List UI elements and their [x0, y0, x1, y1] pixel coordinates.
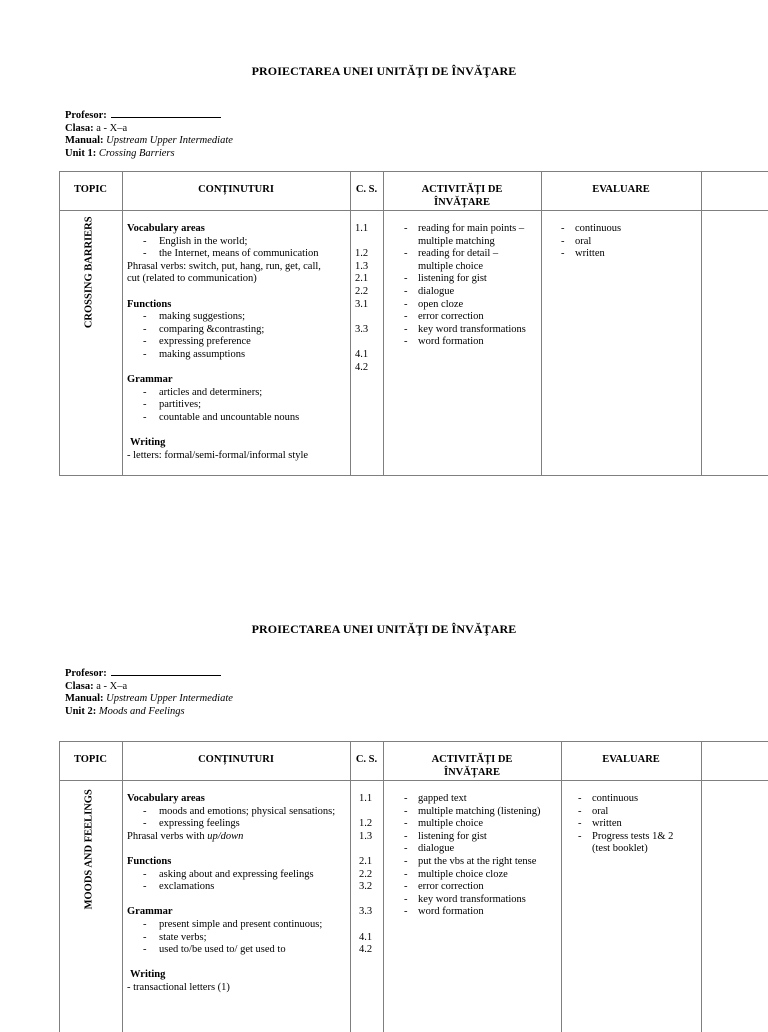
- list-item: - articles and determiners;: [127, 387, 349, 400]
- cs-value: [359, 806, 381, 819]
- header-evaluare: EVALUARE: [592, 184, 650, 195]
- cs-value: 3.2: [359, 881, 373, 893]
- content-cell: [127, 223, 349, 462]
- grammar-heading: Grammar: [127, 374, 173, 386]
- cs-value: [355, 336, 381, 349]
- activity-item: - key word transformations: [401, 894, 561, 907]
- header-cs: C. S.: [355, 754, 378, 765]
- header-activitati: [383, 754, 561, 779]
- vocab-heading: Vocabulary areas: [127, 793, 205, 804]
- page-title: PROIECTAREA UNEI UNITĂŢI DE ÎNVĂŢARE: [251, 64, 517, 78]
- header-activitati-line1: ACTIVITĂȚI DE: [421, 184, 503, 195]
- activity-item: - dialogue: [401, 843, 561, 856]
- unit-metadata: [65, 666, 233, 718]
- profesor-blank-line: [111, 666, 221, 676]
- grammar-heading: Grammar: [127, 906, 173, 918]
- list-item: - used to/be used to/ get used to: [127, 944, 349, 957]
- cs-value: 4.2: [355, 361, 369, 373]
- activity-item: - listening for gist: [401, 831, 561, 844]
- activities-cell: [401, 793, 561, 919]
- unit-metadata: [65, 108, 233, 160]
- cs-value: 2.1: [355, 273, 369, 285]
- activity-item: - put the vbs at the right tense: [401, 856, 561, 869]
- phrasal-verbs-line: [127, 831, 349, 844]
- unit-value: Crossing Barriers: [98, 147, 175, 159]
- topic-label: CROSSING BARRIERS: [83, 216, 95, 329]
- activity-item: - error correction: [401, 881, 561, 894]
- content-cell: [127, 793, 349, 995]
- profesor-label: Profesor:: [65, 110, 107, 121]
- evaluation-item: - written: [575, 818, 700, 831]
- cs-value: 1.2: [355, 248, 369, 260]
- cs-value: 4.1: [355, 348, 369, 360]
- cs-value: [359, 843, 381, 856]
- phrasal-verbs-prefix: Phrasal verbs with: [127, 830, 208, 842]
- activity-item: - multiple matching (listening): [401, 806, 561, 819]
- list-item: - partitives;: [127, 399, 349, 412]
- cs-value: 1.1: [355, 223, 369, 234]
- list-item: - expressing feelings: [127, 818, 349, 831]
- header-activitati: [383, 184, 541, 209]
- list-item: - asking about and expressing feelings: [127, 869, 349, 882]
- header-activitati-line2: ÎNVĂȚARE: [433, 196, 490, 208]
- cs-value: 1.2: [359, 818, 373, 830]
- writing-text: - letters: formal/semi-formal/informal style: [127, 449, 309, 461]
- writing-text: - transactional letters (1): [127, 981, 230, 993]
- evaluation-cell: [575, 793, 700, 856]
- manual-label: Manual:: [65, 693, 104, 705]
- header-activitati-line1: ACTIVITĂȚI DE: [431, 754, 513, 765]
- cs-value: 4.1: [359, 931, 373, 943]
- list-item: - exclamations: [127, 881, 349, 894]
- manual-label: Manual:: [65, 135, 104, 147]
- cs-value: 1.3: [359, 830, 373, 842]
- cs-value: 2.2: [359, 868, 373, 880]
- header-evaluare: EVALUARE: [602, 754, 660, 765]
- list-item: - moods and emotions; physical sensations;: [127, 806, 349, 819]
- profesor-label: Profesor:: [65, 668, 107, 679]
- activity-item: - open cloze: [401, 299, 541, 312]
- phrasal-verbs-line2: cut (related to communication): [127, 273, 257, 285]
- cs-value: 1.1: [359, 793, 373, 804]
- cs-cell: [359, 793, 381, 957]
- activity-item: - word formation: [401, 906, 561, 919]
- functions-heading: Functions: [127, 298, 172, 310]
- manual-value: Upstream Upper Intermediate: [106, 693, 233, 705]
- clasa-value: a - X–a: [96, 122, 128, 134]
- cs-value: 3.1: [355, 298, 369, 310]
- activity-item: - reading for main points –: [401, 223, 541, 236]
- list-item: - making suggestions;: [127, 311, 349, 324]
- header-continuturi: CONȚINUTURI: [198, 754, 274, 765]
- header-continuturi: CONȚINUTURI: [198, 184, 274, 195]
- activity-item: - key word transformations: [401, 324, 541, 337]
- list-item: - making assumptions: [127, 349, 349, 362]
- cs-value: [359, 894, 381, 907]
- cs-value: [355, 311, 381, 324]
- list-item: - countable and uncountable nouns: [127, 412, 349, 425]
- vocab-heading: Vocabulary areas: [127, 223, 205, 234]
- unit-label: Unit 2:: [65, 705, 97, 717]
- clasa-label: Clasa:: [65, 680, 94, 692]
- unit-value: Moods and Feelings: [98, 705, 185, 717]
- cs-cell: [355, 223, 381, 374]
- evaluation-item: - oral: [558, 236, 698, 249]
- list-item: - expressing preference: [127, 336, 349, 349]
- cs-value: 1.3: [355, 260, 369, 272]
- cs-value: [355, 236, 381, 249]
- header-topic: TOPIC: [73, 184, 108, 195]
- evaluation-item: - continuous: [558, 223, 698, 236]
- activity-item: - multiple choice: [401, 818, 561, 831]
- cs-value: 2.2: [355, 285, 369, 297]
- activity-item: - dialogue: [401, 286, 541, 299]
- unit-table: [59, 741, 768, 1032]
- activity-item-continuation: multiple matching: [418, 235, 495, 247]
- phrasal-verbs-line1: Phrasal verbs: switch, put, hang, run, get, call,: [127, 260, 321, 272]
- header-topic: TOPIC: [73, 754, 108, 765]
- activity-item: - reading for detail –: [401, 248, 541, 261]
- writing-heading: Writing: [130, 437, 166, 449]
- page-title: PROIECTAREA UNEI UNITĂŢI DE ÎNVĂŢARE: [251, 622, 517, 636]
- functions-heading: Functions: [127, 855, 172, 867]
- cs-value: 3.3: [355, 323, 369, 335]
- evaluation-item: - continuous: [575, 793, 700, 806]
- header-cs: C. S.: [355, 184, 378, 195]
- evaluation-item: - Progress tests 1& 2: [575, 831, 700, 844]
- cs-value: 3.3: [359, 906, 373, 918]
- activity-item: - gapped text: [401, 793, 561, 806]
- unit-label: Unit 1:: [65, 147, 97, 159]
- list-item: - the Internet, means of communication: [127, 248, 349, 261]
- activity-item: - word formation: [401, 336, 541, 349]
- list-item: - present simple and present continuous;: [127, 919, 349, 932]
- clasa-value: a - X–a: [96, 680, 128, 692]
- evaluation-cell: [558, 223, 698, 261]
- phrasal-verbs-italic: up/down: [207, 830, 244, 842]
- activity-item: - error correction: [401, 311, 541, 324]
- topic-label: MOODS AND FEELINGS: [83, 789, 95, 910]
- activity-item: - listening for gist: [401, 273, 541, 286]
- manual-value: Upstream Upper Intermediate: [106, 135, 233, 147]
- list-item: - comparing &contrasting;: [127, 324, 349, 337]
- cs-value: [359, 919, 381, 932]
- profesor-blank-line: [111, 108, 221, 118]
- evaluation-item: - written: [558, 248, 698, 261]
- list-item: - state verbs;: [127, 932, 349, 945]
- evaluation-item: - oral: [575, 806, 700, 819]
- header-activitati-line2: ÎNVĂȚARE: [443, 766, 500, 778]
- evaluation-item-continuation: (test booklet): [592, 843, 648, 855]
- unit-table: [59, 171, 768, 476]
- list-item: - English in the world;: [127, 236, 349, 249]
- writing-heading: Writing: [130, 969, 166, 981]
- activity-item: - multiple choice cloze: [401, 869, 561, 882]
- activities-cell: [401, 223, 541, 349]
- activity-item-continuation: multiple choice: [418, 260, 484, 272]
- clasa-label: Clasa:: [65, 122, 94, 134]
- cs-value: 4.2: [359, 944, 373, 956]
- cs-value: 2.1: [359, 855, 373, 867]
